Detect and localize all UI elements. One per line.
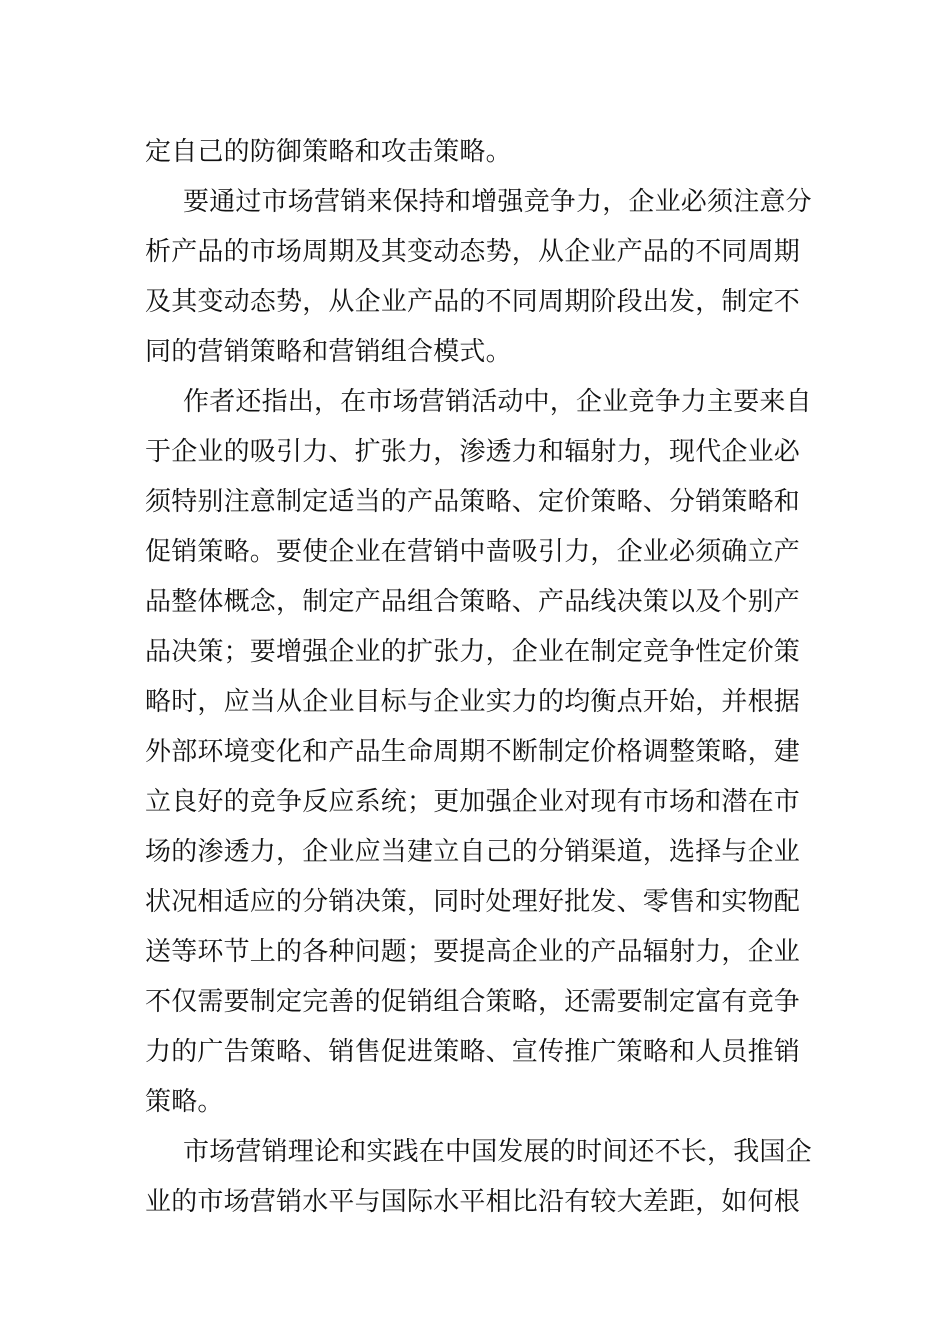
text-line: 同的营销策略和营销组合模式。: [145, 337, 512, 367]
text-line: 促销策略。要使企业在营销中啬吸引力，企业必须确立产: [145, 537, 801, 567]
text-line: 定自己的防御策略和攻击策略。: [145, 137, 512, 167]
text-line: 及其变动态势，从企业产品的不同周期阶段出发，制定不: [145, 287, 801, 317]
text-line: 品决策；要增强企业的扩张力，企业在制定竞争性定价策: [145, 637, 801, 667]
text-line: 须特别注意制定适当的产品策略、定价策略、分销策略和: [145, 487, 801, 517]
text-line: 外部环境变化和产品生命周期不断制定价格调整策略，建: [145, 737, 801, 767]
text-line: 不仅需要制定完善的促销组合策略，还需要制定富有竞争: [145, 987, 801, 1017]
paragraph-first-line: 市场营销理论和实践在中国发展的时间还不长，我国企: [183, 1137, 812, 1167]
text-line: 业的市场营销水平与国际水平相比沿有较大差距，如何根: [145, 1187, 801, 1217]
text-line: 品整体概念，制定产品组合策略、产品线决策以及个别产: [145, 587, 801, 617]
text-line: 析产品的市场周期及其变动态势，从企业产品的不同周期: [145, 237, 801, 267]
text-line: 送等环节上的各种问题；要提高企业的产品辐射力，企业: [145, 937, 801, 967]
text-line: 立良好的竞争反应系统；更加强企业对现有市场和潜在市: [145, 787, 801, 817]
text-line: 策略。: [145, 1087, 224, 1117]
text-line: 于企业的吸引力、扩张力，渗透力和辐射力，现代企业必: [145, 437, 801, 467]
text-line: 场的渗透力，企业应当建立自己的分销渠道，选择与企业: [145, 837, 801, 867]
text-line: 力的广告策略、销售促进策略、宣传推广策略和人员推销: [145, 1037, 801, 1067]
paragraph-first-line: 作者还指出，在市场营销活动中，企业竞争力主要来自: [183, 387, 812, 417]
text-line: 略时，应当从企业目标与企业实力的均衡点开始，并根据: [145, 687, 801, 717]
body-text: [145, 127, 812, 1227]
text-line: 状况相适应的分销决策，同时处理好批发、零售和实物配: [145, 887, 801, 917]
paragraph-first-line: 要通过市场营销来保持和增强竞争力，企业必须注意分: [183, 187, 812, 217]
